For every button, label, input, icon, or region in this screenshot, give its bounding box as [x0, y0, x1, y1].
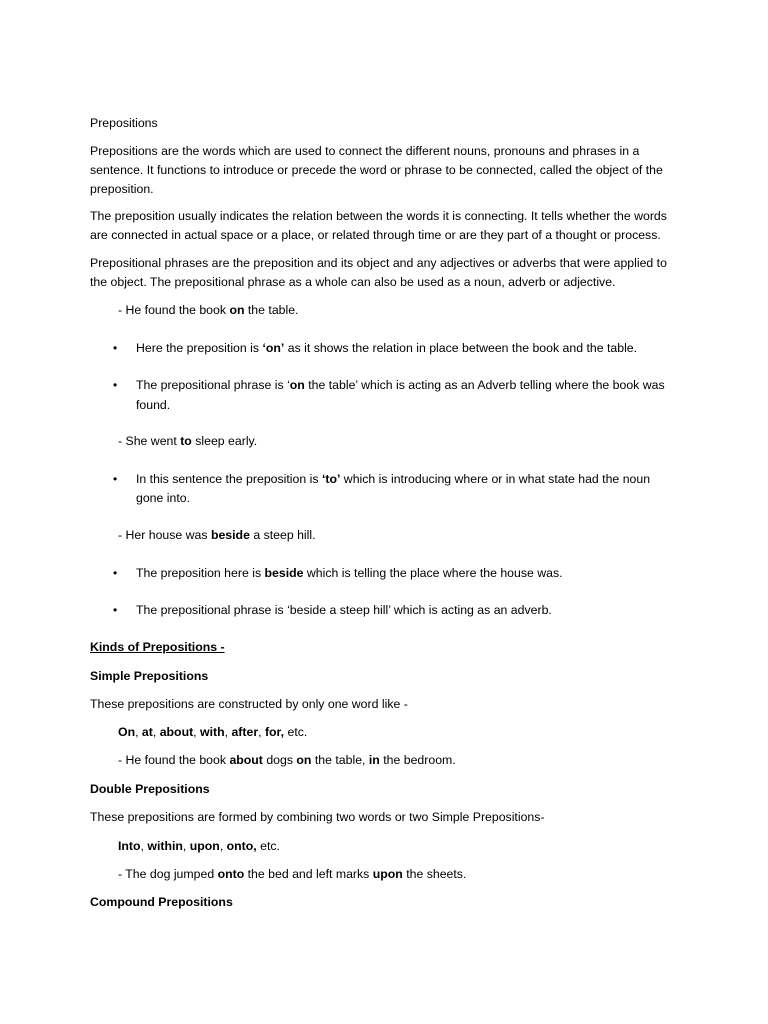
double-prepositions-description: These prepositions are formed by combining two words or two Simple Prepositions-	[90, 810, 545, 824]
bullet-text: In this sentence the preposition is ‘to’ which is introducing where or in what state had the noun	[136, 472, 651, 486]
simple-prepositions-example: - He found the book about dogs on the table, in the bedroom.	[118, 753, 456, 767]
bullet-text: The prepositional phrase is ‘on the table’ which is acting as an Adverb telling where the book was	[136, 378, 665, 392]
intro-paragraph-2-line-2: are connected in actual space or a place, or related through time or are they part of a thought or process.	[90, 228, 661, 242]
example-sentence-2: - She went to sleep early.	[118, 434, 258, 448]
example-sentence-3: - Her house was beside a steep hill.	[118, 528, 316, 542]
simple-prepositions-description: These prepositions are constructed by only one word like -	[90, 697, 408, 711]
double-prepositions-heading: Double Prepositions	[90, 782, 210, 796]
intro-paragraph-1-line-1: Prepositions are the words which are used to connect the different nouns, pronouns and phrases in a	[90, 144, 640, 158]
example-sentence-1: - He found the book on the table.	[118, 303, 299, 317]
bullet-icon: •	[113, 566, 118, 580]
simple-prepositions-word-list: On, at, about, with, after, for, etc.	[118, 725, 308, 739]
compound-prepositions-heading: Compound Prepositions	[90, 895, 233, 909]
kinds-heading: Kinds of Prepositions -	[90, 640, 225, 654]
bullet-text-continuation: found.	[136, 398, 171, 412]
bullet-text-continuation: gone into.	[136, 491, 191, 505]
intro-paragraph-3-line-1: Prepositional phrases are the preposition and its object and any adjectives or adverbs that were applied to	[90, 256, 667, 270]
bullet-icon: •	[113, 378, 118, 392]
intro-paragraph-1-line-3: preposition.	[90, 182, 154, 196]
double-prepositions-word-list: Into, within, upon, onto, etc.	[118, 839, 280, 853]
double-prepositions-example: - The dog jumped onto the bed and left marks upon the sheets.	[118, 867, 467, 881]
bullet-icon: •	[113, 472, 118, 486]
bullet-icon: •	[113, 603, 118, 617]
intro-paragraph-1-line-2: sentence. It functions to introduce or precede the word or phrase to be connected, called the object of the	[90, 163, 663, 177]
simple-prepositions-heading: Simple Prepositions	[90, 669, 209, 683]
intro-paragraph-2-line-1: The preposition usually indicates the relation between the words it is connecting. It tells whether the words	[90, 209, 667, 223]
document-title: Prepositions	[90, 116, 158, 130]
bullet-text: The prepositional phrase is ‘beside a steep hill’ which is acting as an adverb.	[136, 603, 552, 617]
bullet-text: Here the preposition is ‘on’ as it shows the relation in place between the book and the table.	[136, 341, 638, 355]
bullet-icon: •	[113, 341, 118, 355]
intro-paragraph-3-line-2: the object. The prepositional phrase as a whole can also be used as a noun, adverb or adjective.	[90, 275, 616, 289]
bullet-text: The preposition here is beside which is telling the place where the house was.	[136, 566, 563, 580]
